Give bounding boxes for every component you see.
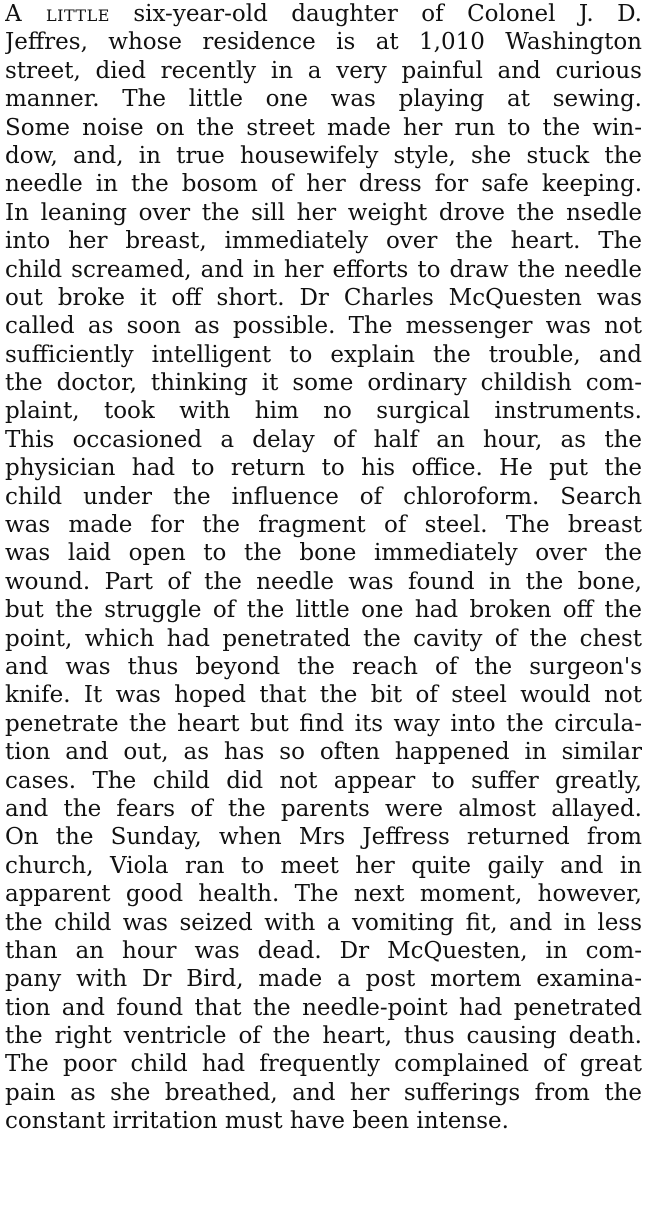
article-line-18: child under the influence of chloroform. Search (5, 483, 642, 510)
article-line-33: the child was seized with a vomiting fit, and in less (5, 909, 642, 936)
article-line-7: needle in the bosom of her dress for safe keeping. (5, 171, 642, 198)
article-line-3: street, died recently in a very painful and curious (5, 57, 642, 84)
article-line-32: apparent good health. The next moment, however, (5, 881, 642, 908)
article-line-31: church, Viola ran to meet her quite gaily and in (5, 852, 642, 879)
article-line-29: and the fears of the parents were almost allayed. (5, 795, 642, 822)
article-line-28: cases. The child did not appear to suffer greatly, (5, 767, 642, 794)
article-line-11: out broke it off short. Dr Charles McQuesten was (5, 284, 642, 311)
article-line-20: was laid open to the bone immediately over the (5, 540, 642, 567)
article-line-37: the right ventricle of the heart, thus causing death. (5, 1023, 642, 1050)
article-line-23: point, which had penetrated the cavity of the chest (5, 625, 642, 652)
article-line-35: pany with Dr Bird, made a post mortem examina- (5, 966, 642, 993)
article-line-19: was made for the fragment of steel. The breast (5, 512, 642, 539)
article-line-40: constant irritation must have been intense. (5, 1108, 509, 1135)
article-line-27: tion and out, as has so often happened in similar (5, 739, 642, 766)
article-line-6: dow, and, in true housewifely style, she stuck the (5, 142, 642, 169)
article-line-2: Jeffres, whose residence is at 1,010 Washington (5, 29, 642, 56)
article-column (5, 0, 642, 1136)
article-line-10: child screamed, and in her efforts to draw the needle (5, 256, 642, 283)
article-line-30: On the Sunday, when Mrs Jeffress returned from (5, 824, 642, 851)
article-line-13: sufficiently intelligent to explain the trouble, and (5, 341, 642, 368)
article-line-34: than an hour was dead. Dr McQuesten, in com- (5, 937, 642, 964)
article-line-14: the doctor, thinking it some ordinary childish com- (5, 370, 642, 397)
article-line-12: called as soon as possible. The messenger was not (5, 313, 642, 340)
article-line-21: wound. Part of the needle was found in the bone, (5, 568, 642, 595)
article-line-5: Some noise on the street made her run to the win- (5, 114, 642, 141)
article-line-15: plaint, took with him no surgical instruments. (5, 398, 642, 425)
opening-small-caps: A little (5, 1, 110, 27)
article-line-17: physician had to return to his office. He put the (5, 455, 642, 482)
article-line-1-text: six-year-old daughter of Colonel J. D. (109, 1, 642, 27)
article-line-16: This occasioned a delay of half an hour, as the (5, 426, 642, 453)
article-line-9: into her breast, immediately over the heart. The (5, 228, 642, 255)
article-line-24: and was thus beyond the reach of the surgeon's (5, 653, 642, 680)
article-line-4: manner. The little one was playing at sewing. (5, 86, 642, 113)
article-line-39: pain as she breathed, and her sufferings from the (5, 1079, 642, 1106)
article-line-25: knife. It was hoped that the bit of steel would not (5, 682, 642, 709)
article-line-36: tion and found that the needle-point had penetrated (5, 994, 642, 1021)
article-line-1 (5, 0, 642, 28)
article-line-22: but the struggle of the little one had broken off the (5, 597, 642, 624)
article-line-38: The poor child had frequently complained of great (5, 1051, 642, 1078)
article-line-26: penetrate the heart but find its way into the circula- (5, 710, 642, 737)
article-line-8: In leaning over the sill her weight drove the nsedle (5, 199, 642, 226)
